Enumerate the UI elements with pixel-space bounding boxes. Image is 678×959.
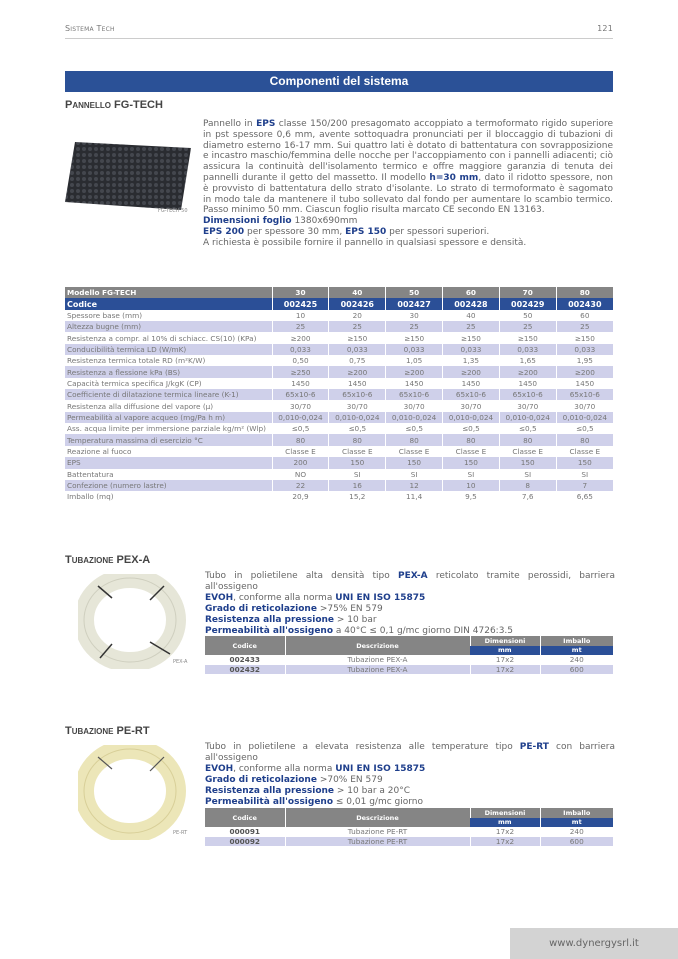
table-cell: Modello FG-TECH — [65, 287, 272, 298]
col-desc: Descrizione — [285, 808, 470, 827]
table-row — [65, 310, 613, 321]
table-cell: Classe E — [329, 446, 386, 457]
table-cell: 70 — [499, 287, 556, 298]
table-cell: 002430 — [556, 298, 613, 309]
table-cell: 0,033 — [499, 344, 556, 355]
table-cell: ≥200 — [556, 366, 613, 377]
table-cell: Confezione (numero lastre) — [65, 480, 272, 491]
table-cell: ≤0,5 — [329, 423, 386, 434]
table-cell: 9,5 — [443, 491, 500, 502]
website-link[interactable]: www.dynergysrl.it — [510, 928, 678, 959]
table-cell: Reazione al fuoco — [67, 446, 132, 456]
table-cell: ≤0,5 — [556, 423, 613, 434]
table-cell: 40 — [329, 287, 386, 298]
table-cell: 150 — [329, 457, 386, 468]
table-cell: Capacità termica specifica J/kgK (CP) — [67, 378, 202, 388]
table-cell: Classe E — [443, 446, 500, 457]
table-cell: 65x10-6 — [443, 389, 500, 400]
table-cell: 30/70 — [499, 400, 556, 411]
pert-description: Tubo in polietilene a elevata resistenza alle temperature tipo PE-RT con barriera all'ossigeno EVOH, conforme alla norma UNI EN ISO 15875 Grado di reticolazione >70% EN 579 Resistenza alla pressione > 10 bar a 20°C Permeabilità all'ossigeno ≤ 0,01 g/mc giorno — [205, 742, 615, 807]
table-cell: 25 — [556, 321, 613, 332]
table-cell: ≥150 — [556, 332, 613, 343]
pexa-pipe-coil-image — [78, 574, 188, 669]
table-cell: 25 — [499, 321, 556, 332]
table-cell: Permeabilità al vapore acqueo (mg/Pa h m) — [65, 412, 272, 423]
table-cell: 150 — [386, 457, 443, 468]
table-cell: 0,75 — [329, 355, 386, 366]
table-cell: 0,010-0,024 — [443, 412, 500, 423]
table-cell: 60 — [443, 287, 500, 298]
table-row: 002433 Tubazione PEX-A 17x2 240 — [205, 655, 613, 665]
table-cell: 30 — [272, 287, 329, 298]
table-cell: 0,033 — [272, 344, 329, 355]
table-cell: SI — [556, 469, 613, 480]
pexa-caption: PEX-A — [173, 659, 188, 665]
table-cell: 0,010-0,024 — [329, 412, 386, 423]
table-row — [65, 491, 613, 502]
table-cell: 80 — [329, 434, 386, 445]
table-cell: 0,50 — [272, 355, 329, 366]
table-cell: 30 — [386, 310, 443, 321]
table-cell: 15,2 — [329, 491, 386, 502]
table-cell: ≥150 — [386, 332, 443, 343]
table-cell: 30/70 — [329, 400, 386, 411]
fgtech-caption: FG-TECH 50 — [158, 208, 188, 214]
table-row — [65, 457, 613, 468]
table-cell: 80 — [499, 434, 556, 445]
table-cell: 002425 — [272, 298, 329, 309]
table-cell: 1450 — [443, 378, 500, 389]
unit-imb: mt — [540, 646, 613, 656]
table-cell: 65x10-6 — [329, 389, 386, 400]
table-cell: ≥250 — [272, 366, 329, 377]
table-row — [65, 366, 613, 377]
table-cell: 0,010-0,024 — [386, 412, 443, 423]
table-cell: 1450 — [386, 378, 443, 389]
table-row — [65, 344, 613, 355]
table-cell: 8 — [499, 480, 556, 491]
col-imb: Imballo — [540, 808, 613, 818]
table-cell: Classe E — [556, 446, 613, 457]
table-cell: 1,05 — [386, 355, 443, 366]
col-dim: Dimensioni — [470, 808, 540, 818]
table-cell: Battentatura — [67, 469, 114, 479]
table-cell: ≤0,5 — [386, 423, 443, 434]
table-cell: Classe E — [272, 446, 329, 457]
table-cell: 30/70 — [443, 400, 500, 411]
table-row — [65, 423, 613, 434]
table-row — [65, 400, 613, 411]
table-cell: 25 — [329, 321, 386, 332]
table-cell: Altezza bugne (mm) — [65, 321, 272, 332]
table-cell: 40 — [443, 310, 500, 321]
table-cell: 25 — [386, 321, 443, 332]
pert-caption: PE-RT — [173, 830, 188, 836]
table-cell: 6,65 — [556, 491, 613, 502]
col-code: Codice — [205, 636, 285, 655]
table-cell: Resistenza a compr. al 10% di schiacc. CS(10) (KPa) — [67, 333, 257, 343]
table-cell: 25 — [443, 321, 500, 332]
unit-dim: mm — [470, 818, 540, 828]
table-cell: 25 — [272, 321, 329, 332]
table-row — [65, 389, 613, 400]
table-cell: 002427 — [386, 298, 443, 309]
table-cell: 80 — [556, 434, 613, 445]
table-cell: 12 — [386, 480, 443, 491]
table-cell: NO — [272, 469, 329, 480]
table-cell: ≤0,5 — [272, 423, 329, 434]
table-cell: 1450 — [499, 378, 556, 389]
table-cell: SI — [329, 469, 386, 480]
table-cell: 0,033 — [443, 344, 500, 355]
table-cell: 22 — [272, 480, 329, 491]
col-imb: Imballo — [540, 636, 613, 646]
table-row — [65, 321, 613, 332]
table-cell: ≥150 — [499, 332, 556, 343]
table-row — [65, 378, 613, 389]
fgtech-description: Pannello in EPS classe 150/200 presagomato accoppiato a termoformato rigido superiore in pst spessore 0,6 mm, avente sottoquadra pronunciati per il bloccaggio di tubazioni di diametro esterno 16-17 mm. Sui quattro lati è dotato di battentatura con sovrapposizione e incastro maschio/femmina delle nocche per l'accoppiamento con i pannelli adiacenti; ciò assicura la continuità dell'isolamento termico e offre maggiore garanzia di tenuta dei pannelli durante il getto del massetto. Il modello h=30 mm, dato il ridotto spessore, non è provvisto di battentatura dello strato d'isolante. Lo strato di termoformato è sagomato in modo tale da mantenere il tubo sollevato dal fondo per aumentare lo scambio termico. Passo minimo 50 mm. Ciascun foglio risulta marcato CE secondo EN 13163. Dimensioni foglio 1380x690mm EPS 200 per spessore 30 mm, EPS 150 per spessori superiori. A richiesta è possibile fornire il pannello in qualsiasi spessore e densità. — [203, 119, 613, 248]
table-cell: 30/70 — [556, 400, 613, 411]
table-cell: 002426 — [329, 298, 386, 309]
fgtech-panel-image — [63, 140, 193, 212]
table-row — [65, 355, 613, 366]
table-cell: 65x10-6 — [556, 389, 613, 400]
col-desc: Descrizione — [285, 636, 470, 655]
table-cell: ≥200 — [499, 366, 556, 377]
table-row — [65, 469, 613, 480]
table-row: 000091 Tubazione PE-RT 17x2 240 — [205, 827, 613, 837]
table-cell: 10 — [272, 310, 329, 321]
table-cell: Spessore base (mm) — [67, 310, 143, 320]
table-cell: Conducibilità termica LD (W/mK) — [65, 344, 272, 355]
table-cell: 1450 — [556, 378, 613, 389]
table-cell: 60 — [556, 310, 613, 321]
fgtech-title: Pannello FG-TECH — [65, 99, 163, 111]
table-cell: Resistenza termica totale RD (m²K/W) — [67, 356, 206, 366]
table-header-row — [65, 287, 613, 298]
table-cell: 1,95 — [556, 355, 613, 366]
col-dim: Dimensioni — [470, 636, 540, 646]
table-cell: 80 — [443, 434, 500, 445]
table-cell: SI — [499, 469, 556, 480]
pert-product-table — [205, 808, 613, 846]
table-cell: EPS — [65, 457, 272, 468]
table-cell: 80 — [272, 434, 329, 445]
pexa-title: Tubazione PEX-A — [65, 554, 151, 566]
table-cell: Coefficiente di dilatazione termica lineare (K-1) — [65, 389, 272, 400]
table-cell: ≥150 — [329, 332, 386, 343]
table-cell: ≤0,5 — [443, 423, 500, 434]
table-row — [65, 434, 613, 445]
table-cell: ≥200 — [272, 332, 329, 343]
table-cell: 1450 — [272, 378, 329, 389]
table-cell: 16 — [329, 480, 386, 491]
table-cell: 0,033 — [386, 344, 443, 355]
table-cell: 50 — [386, 287, 443, 298]
table-cell: 0,033 — [329, 344, 386, 355]
table-cell: 200 — [272, 457, 329, 468]
table-cell: 150 — [556, 457, 613, 468]
table-cell: 20 — [329, 310, 386, 321]
fgtech-spec-table — [65, 287, 613, 503]
table-cell: SI — [386, 469, 443, 480]
table-cell: 1,35 — [443, 355, 500, 366]
table-cell: Classe E — [499, 446, 556, 457]
table-cell: 80 — [386, 434, 443, 445]
table-cell: 30/70 — [386, 400, 443, 411]
table-cell: ≥200 — [443, 366, 500, 377]
table-cell: 10 — [443, 480, 500, 491]
table-cell: ≤0,5 — [499, 423, 556, 434]
table-cell: 150 — [499, 457, 556, 468]
table-cell: SI — [443, 469, 500, 480]
table-cell: 65x10-6 — [272, 389, 329, 400]
col-code: Codice — [205, 808, 285, 827]
table-cell: Ass. acqua limite per immersione parziale kg/m² (Wlp) — [67, 424, 267, 434]
table-cell: ≥200 — [386, 366, 443, 377]
table-cell: 0,010-0,024 — [556, 412, 613, 423]
table-cell: 50 — [499, 310, 556, 321]
table-cell: 80 — [556, 287, 613, 298]
table-cell: Resistenza alla diffusione del vapore (μ) — [67, 401, 214, 411]
table-row — [65, 480, 613, 491]
table-cell: Codice — [65, 298, 272, 309]
table-cell: 30/70 — [272, 400, 329, 411]
pert-pipe-coil-image — [78, 745, 188, 840]
unit-imb: mt — [540, 818, 613, 828]
table-cell: Imballo (mq) — [67, 492, 114, 502]
table-cell: ≥200 — [329, 366, 386, 377]
page-number: 121 — [597, 24, 613, 33]
pexa-product-table — [205, 636, 613, 674]
unit-dim: mm — [470, 646, 540, 656]
table-row — [65, 412, 613, 423]
table-cell: 1,65 — [499, 355, 556, 366]
pexa-description: Tubo in polietilene alta densità tipo PEX-A reticolato tramite perossidi, barriera all'ossigeno EVOH, conforme alla norma UNI EN ISO 15875 Grado di reticolazione >75% EN 579 Resistenza alla pressione > 10 bar Permeabilità all'ossigeno a 40°C ≤ 0,1 g/mc giorno DIN 4726:3.5 — [205, 571, 615, 636]
header-divider — [65, 38, 613, 39]
table-cell: 65x10-6 — [499, 389, 556, 400]
table-code-row — [65, 298, 613, 309]
table-cell: Resistenza a flessione kPa (BS) — [65, 366, 272, 377]
table-row — [65, 446, 613, 457]
table-cell: 002428 — [443, 298, 500, 309]
table-cell: 20,9 — [272, 491, 329, 502]
table-row: 002432 Tubazione PEX-A 17x2 600 — [205, 665, 613, 675]
table-row: 000092 Tubazione PE-RT 17x2 600 — [205, 837, 613, 847]
pert-title: Tubazione PE-RT — [65, 725, 150, 737]
table-cell: 150 — [443, 457, 500, 468]
table-cell: 7 — [556, 480, 613, 491]
table-cell: 0,010-0,024 — [272, 412, 329, 423]
table-row — [65, 332, 613, 343]
table-cell: 0,010-0,024 — [499, 412, 556, 423]
running-header-section: Sistema Tech — [65, 24, 115, 33]
table-cell: 1450 — [329, 378, 386, 389]
table-cell: Temperatura massima di esercizio °C — [65, 434, 272, 445]
table-cell: Classe E — [386, 446, 443, 457]
table-cell: 002429 — [499, 298, 556, 309]
table-cell: 7,6 — [499, 491, 556, 502]
section-banner: Componenti del sistema — [65, 71, 613, 92]
table-cell: 11,4 — [386, 491, 443, 502]
table-cell: ≥150 — [443, 332, 500, 343]
table-cell: 65x10-6 — [386, 389, 443, 400]
table-cell: 0,033 — [556, 344, 613, 355]
